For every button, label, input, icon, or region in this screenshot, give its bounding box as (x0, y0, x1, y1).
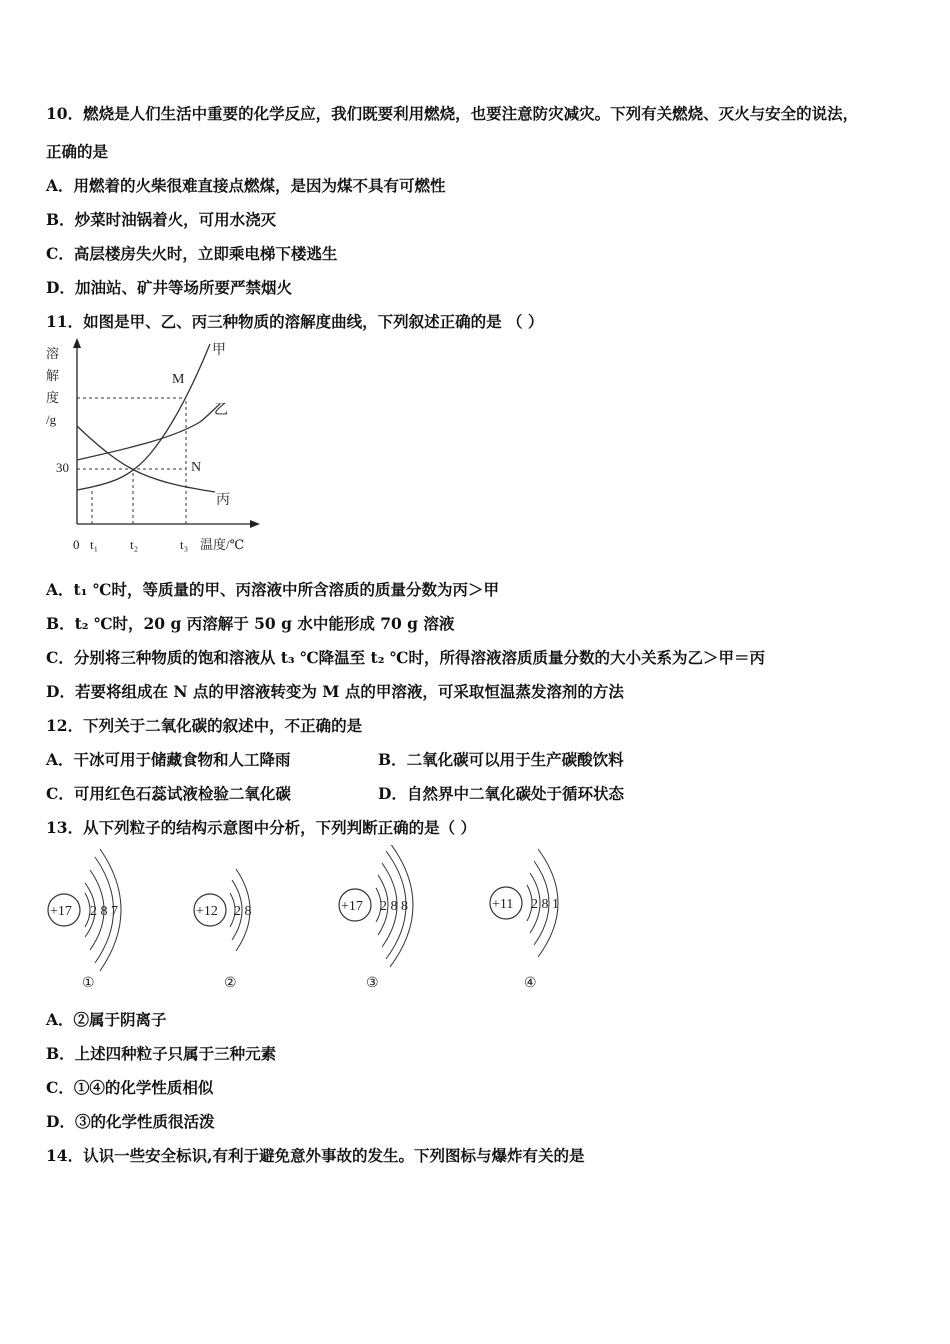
svg-text:+17: +17 (341, 899, 363, 914)
q11-option-a: A．t₁ ℃时，等质量的甲、丙溶液中所含溶质的质量分数为丙＞甲 (46, 580, 499, 599)
particle-2 (194, 869, 252, 991)
q13-option-c: C．①④的化学性质相似 (46, 1078, 214, 1097)
q10-stem-cont: 正确的是 (46, 142, 109, 161)
y-tick-30: 30 (56, 460, 69, 475)
particle-diagrams (40, 845, 600, 995)
svg-text:③: ③ (366, 976, 379, 991)
q12-option-d: D．自然界中二氧化碳处于循环状态 (378, 784, 624, 803)
particle-4 (490, 849, 559, 991)
x-tick-t1: t₁ (90, 537, 99, 552)
svg-text:②: ② (224, 976, 237, 991)
y-label-1: 溶 (46, 346, 60, 361)
y-axis-arrow (73, 338, 81, 348)
label-bing: 丙 (216, 493, 230, 508)
svg-text:2 8 8: 2 8 8 (380, 899, 408, 914)
svg-text:+12: +12 (196, 904, 218, 919)
q13-option-a: A．②属于阴离子 (46, 1010, 167, 1029)
q10-stem: 10．燃烧是人们生活中重要的化学反应，我们既要利用燃烧，也要注意防灾减灾。下列有关燃烧、灭火与安全的说法， (46, 104, 859, 123)
q10-option-d: D．加油站、矿井等场所要严禁烟火 (46, 278, 292, 297)
x-tick-0: 0 (73, 537, 80, 552)
particle-1 (48, 849, 121, 991)
svg-text:2 8 1: 2 8 1 (531, 897, 559, 912)
label-jia: 甲 (212, 343, 226, 358)
q12-option-c: C．可用红色石蕊试液检验二氧化碳 (46, 784, 291, 803)
label-m: M (172, 372, 185, 387)
q12-stem: 12．下列关于二氧化碳的叙述中，不正确的是 (46, 716, 363, 735)
q10-option-b: B．炒菜时油锅着火，可用水浇灭 (46, 210, 277, 229)
q13-option-b: B．上述四种粒子只属于三种元素 (46, 1044, 277, 1063)
solubility-chart (40, 338, 280, 560)
particle-3 (339, 845, 413, 991)
svg-text:④: ④ (524, 976, 537, 991)
q13-stem: 13．从下列粒子的结构示意图中分析，下列判断正确的是（ ） (46, 818, 476, 837)
q10-option-a: A．用燃着的火柴很难直接点燃煤，是因为煤不具有可燃性 (46, 176, 446, 195)
q12-option-b: B．二氧化碳可以用于生产碳酸饮料 (378, 750, 624, 769)
y-label-3: 度 (46, 390, 60, 405)
q12-option-a: A．干冰可用于储藏食物和人工降雨 (46, 750, 291, 769)
svg-text:+17: +17 (50, 904, 72, 919)
y-label-2: 解 (46, 368, 60, 383)
q11-stem: 11．如图是甲、乙、丙三种物质的溶解度曲线，下列叙述正确的是 （ ） (46, 312, 544, 331)
svg-text:+11: +11 (492, 897, 514, 912)
q11-option-b: B．t₂ ℃时，20 g 丙溶解于 50 g 水中能形成 70 g 溶液 (46, 614, 455, 633)
svg-text:①: ① (82, 976, 95, 991)
svg-text:2 8 7: 2 8 7 (90, 904, 118, 919)
x-tick-t3: t₃ (180, 537, 189, 552)
x-axis-label: 温度/℃ (200, 537, 245, 552)
q11-option-c: C．分别将三种物质的饱和溶液从 t₃ ℃降温至 t₂ ℃时，所得溶液溶质质量分数的大小关系为乙＞甲＝丙 (46, 648, 765, 667)
svg-text:2 8: 2 8 (234, 904, 252, 919)
y-label-4: /g (46, 412, 57, 427)
q13-option-d: D．③的化学性质很活泼 (46, 1112, 215, 1131)
label-yi: 乙 (214, 403, 228, 418)
x-axis-arrow (250, 520, 260, 528)
q14-stem: 14．认识一些安全标识,有利于避免意外事故的发生。下列图标与爆炸有关的是 (46, 1146, 585, 1165)
curve-yi (77, 404, 220, 460)
label-n: N (191, 460, 202, 475)
q11-option-d: D．若要将组成在 N 点的甲溶液转变为 M 点的甲溶液，可采取恒温蒸发溶剂的方法 (46, 682, 624, 701)
x-tick-t2: t₂ (130, 537, 139, 552)
q10-option-c: C．高层楼房失火时，立即乘电梯下楼逃生 (46, 244, 338, 263)
